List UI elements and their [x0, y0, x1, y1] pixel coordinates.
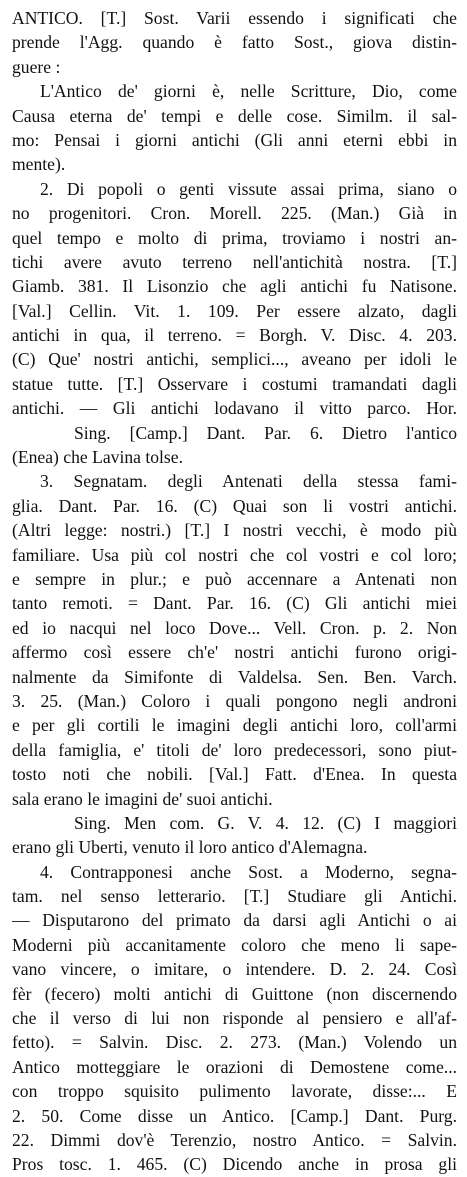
- text-line: Giamb. 381. Il Lisonzio che agli antichi fu Natisone.: [12, 276, 457, 297]
- text-line: 3. 25. (Man.) Coloro i quali pongono negli androni: [12, 690, 457, 711]
- text-line: glia. Dant. Par. 16. (C) Quai son li vostri antichi.: [12, 495, 457, 516]
- text-line: mo: Pensai i giorni antichi (Gli anni eterni ebbi in: [12, 129, 457, 150]
- text-line: Antico motteggiare le orazioni di Demostene come...: [12, 1056, 457, 1077]
- text-line: ed io nacqui nel loco Dove... Vell. Cron. p. 2. Non: [12, 617, 457, 638]
- text-line: tam. nel senso letterario. [T.] Studiare gli Antichi.: [12, 886, 457, 907]
- text-line: antichi in qua, il terreno. = Borgh. V. Disc. 4. 203.: [12, 325, 457, 346]
- text-line: erano gli Uberti, venuto il loro antico d'Alemagna.: [12, 837, 368, 858]
- text-line: affermo così essere ch'e' nostri antichi furono origi-: [12, 642, 457, 663]
- text-line: che il verso di lui non risponde al pensiero e all'af-: [12, 1008, 457, 1029]
- text-line: guere :: [12, 56, 61, 77]
- text-line: sala erano le imagini de' suoi antichi.: [12, 788, 273, 809]
- text-line: della famiglia, e' titoli de' loro predecessori, sono piut-: [12, 739, 457, 760]
- text-line: antichi. — Gli antichi lodavano il vitto parco. Hor.: [12, 398, 457, 419]
- text-line: tichi avere avuto terreno nell'antichità nostra. [T.]: [12, 251, 457, 272]
- text-line: (Enea) che Lavina tolse.: [12, 447, 183, 468]
- text-line: fèr (fecero) molti antichi di Guittone (non discernendo: [12, 983, 457, 1004]
- text-line: tosto noti che nobili. [Val.] Fatt. d'Enea. In questa: [12, 764, 457, 785]
- text-line: con troppo squisito pulimento lavorate, disse:... E: [12, 1081, 457, 1102]
- text-line: L'Antico de' giorni è, nelle Scritture, Dio, come: [40, 81, 457, 102]
- text-line: Sing. [Camp.] Dant. Par. 6. Dietro l'antico: [74, 422, 457, 443]
- text-line: e sempre in plur.; e può accennare a Antenati non: [12, 568, 457, 589]
- text-line: 4. Contrapponesi anche Sost. a Moderno, segna-: [40, 861, 457, 882]
- text-line: (C) Que' nostri antichi, semplici..., aveano per idoli le: [12, 349, 457, 370]
- text-line: mente).: [12, 154, 66, 175]
- text-line: 3. Segnatam. degli Antenati della stessa fami-: [40, 471, 457, 492]
- text-line: — Disputarono del primato da darsi agli Antichi o ai: [12, 910, 457, 931]
- text-line: [Val.] Cellin. Vit. 1. 109. Per essere alzato, dagli: [12, 300, 457, 321]
- text-line: 22. Dimmi dov'è Terenzio, nostro Antico. = Salvin.: [12, 1129, 457, 1150]
- text-line: quel tempo e molto di prima, troviamo i nostri an-: [12, 227, 457, 248]
- text-line: no progenitori. Cron. Morell. 225. (Man.) Già in: [12, 203, 457, 224]
- text-line: vano vincere, o imitare, o intendere. D. 2. 24. Così: [12, 959, 457, 980]
- text-line: Causa eterna de' tempi e delle cose. Similm. il sal-: [12, 105, 457, 126]
- text-line: 2. Di popoli o genti vissute assai prima, siano o: [40, 178, 457, 199]
- text-line: statue tutte. [T.] Osservare i costumi tramandati dagli: [12, 373, 457, 394]
- text-line: e per gli cortili le imagini degli antichi loro, coll'armi: [12, 715, 457, 736]
- text-line: (Altri legge: nostri.) [T.] I nostri vecchi, è modo più: [12, 520, 457, 541]
- text-line: prende l'Agg. quando è fatto Sost., giova distin-: [12, 32, 457, 53]
- text-line: ANTICO. [T.] Sost. Varii essendo i significati che: [12, 8, 457, 28]
- text-line: 2. 50. Come disse un Antico. [Camp.] Dant. Purg.: [12, 1105, 457, 1126]
- text-line: fetto). = Salvin. Disc. 2. 273. (Man.) Volendo un: [12, 1032, 457, 1053]
- text-line: nalmente da Simifonte di Valdelsa. Sen. Ben. Varch.: [12, 666, 457, 687]
- text-line: Sing. Men com. G. V. 4. 12. (C) I maggiori: [74, 812, 457, 833]
- text-line: familiare. Usa più col nostri che col vostri e col loro;: [12, 544, 457, 565]
- text-line: Moderni più accanitamente coloro che meno li sape-: [12, 934, 457, 955]
- text-line: tanto remoti. = Dant. Par. 16. (C) Gli antichi miei: [12, 593, 457, 614]
- text-line: Pros tosc. 1. 465. (C) Dicendo anche in prosa gli: [12, 1154, 457, 1175]
